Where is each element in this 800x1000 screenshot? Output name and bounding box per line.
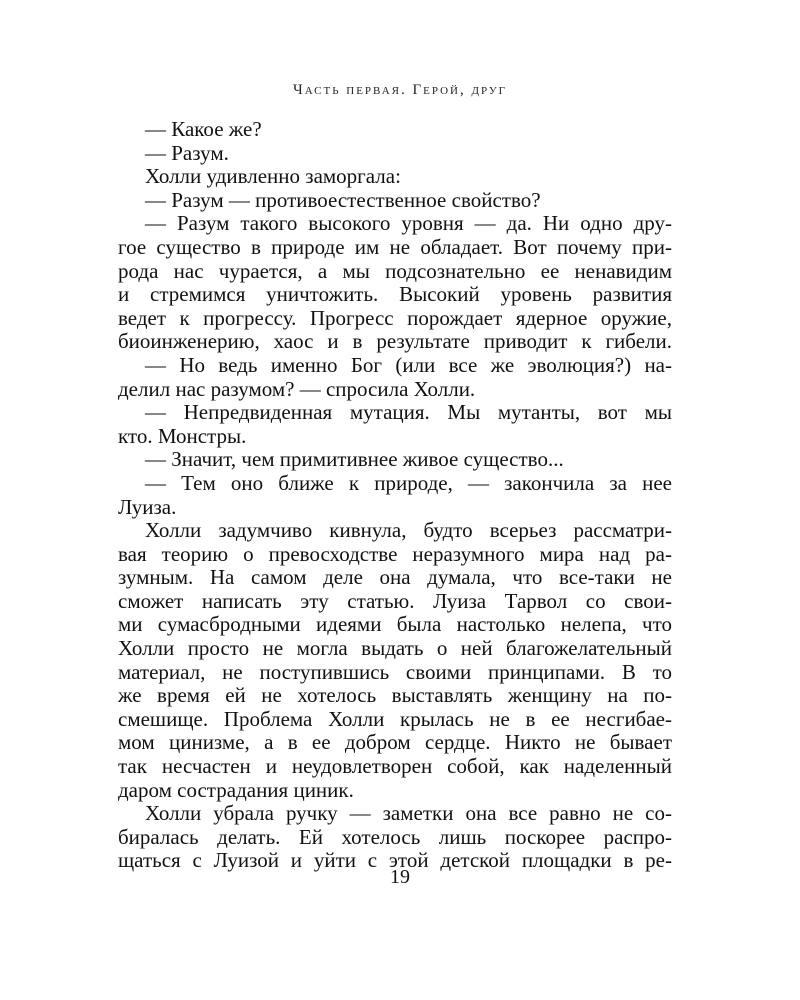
- text-line: биоинженерию, хаос и в результате приводит к гибели.: [118, 330, 672, 354]
- text-line: зумным. На самом деле она думала, что все-таки не: [118, 566, 672, 590]
- text-line: — Тем оно ближе к природе, — закончила за нее: [145, 471, 672, 495]
- text-line: щаться с Луизой и уйти с этой детской площадки в ре-: [118, 849, 672, 873]
- text-line: сможет написать эту статью. Луиза Тарвол со свои-: [118, 589, 672, 613]
- text-line: Холли задумчиво кивнула, будто всерьез рассматри-: [145, 519, 672, 543]
- text-line: рода нас чурается, а мы подсознательно ее ненавидим: [118, 259, 672, 283]
- text-line: делил нас разумом? — спросила Холли.: [118, 377, 476, 401]
- text-line: гое существо в природе им не обладает. Вот почему при-: [118, 235, 672, 259]
- text-line: — Значит, чем примитивнее живое существо...: [145, 448, 564, 472]
- text-line: ведет к прогрессу. Прогресс порождает ядерное оружие,: [118, 306, 672, 330]
- text-line: биралась делать. Ей хотелось лишь поскорее распро-: [118, 825, 672, 849]
- text-line: Холли удивленно заморгала:: [145, 165, 401, 189]
- text-line: даром сострадания циник.: [118, 778, 354, 802]
- running-header: Часть первая. Герой, друг: [293, 82, 507, 98]
- text-line: Холли просто не могла выдать о ней благожелательный: [118, 637, 672, 661]
- text-line: — Разум.: [145, 141, 229, 165]
- text-line: — Разум — противоестественное свойство?: [145, 188, 541, 212]
- body-text: [118, 118, 672, 873]
- text-line: — Какое же?: [145, 118, 262, 141]
- text-line: — Но ведь именно Бог (или все же эволюция?) на-: [145, 353, 672, 377]
- text-line: Холли убрала ручку — заметки она все равно не со-: [145, 802, 672, 826]
- page-number: 19: [390, 866, 410, 888]
- text-line: так несчастен и неудовлетворен собой, как наделенный: [118, 755, 672, 779]
- text-line: и стремимся уничтожить. Высокий уровень развития: [118, 283, 672, 307]
- text-line: — Непредвиденная мутация. Мы мутанты, вот мы: [145, 401, 672, 425]
- text-line: вая теорию о превосходстве неразумного мира над ра-: [118, 542, 672, 566]
- text-line: же время ей не хотелось выставлять женщину на по-: [118, 684, 672, 708]
- text-line: кто. Монстры.: [118, 424, 247, 448]
- text-line: материал, не поступившись своими принципами. В то: [118, 660, 672, 684]
- text-line: — Разум такого высокого уровня — да. Ни одно дру-: [145, 212, 672, 236]
- text-line: ми сумасбродными идеями была настолько нелепа, что: [118, 613, 672, 637]
- text-line: мом цинизме, а в ее добром сердце. Никто не бывает: [118, 731, 672, 755]
- text-line: Луиза.: [118, 495, 177, 519]
- text-line: смешище. Проблема Холли крылась не в ее несгибае-: [118, 707, 672, 731]
